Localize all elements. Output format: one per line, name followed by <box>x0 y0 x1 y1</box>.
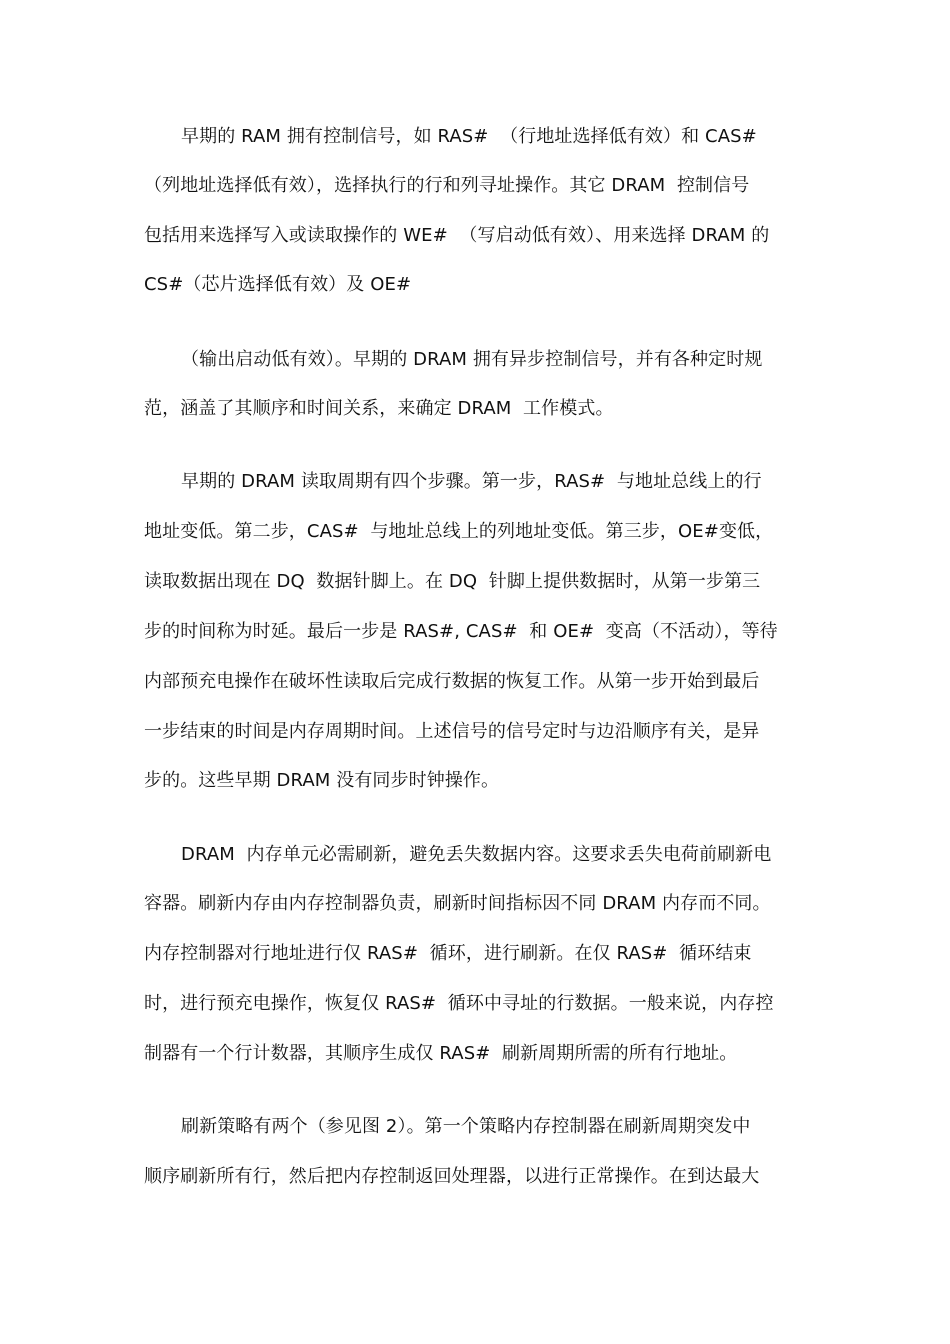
paragraph-3-line-1: 早期的 DRAM 读取周期有四个步骤。第一步，RAS# 与地址总线上的行 <box>181 471 762 492</box>
paragraph-2-line-1: （输出启动低有效）。早期的 DRAM 拥有异步控制信号，并有各种定时规 <box>181 349 763 370</box>
paragraph-3-line-4: 步的时间称为时延。最后一步是 RAS#, CAS# 和 OE# 变高（不活动），等待 <box>144 621 778 642</box>
paragraph-3-line-2: 地址变低。第二步，CAS# 与地址总线上的列地址变低。第三步，OE#变低， <box>144 521 774 542</box>
paragraph-2-line-2: 范，涵盖了其顺序和时间关系，来确定 DRAM 工作模式。 <box>144 398 614 419</box>
paragraph-1-line-1: 早期的 RAM 拥有控制信号，如 RAS# （行地址选择低有效）和 CAS# <box>181 126 757 147</box>
paragraph-4-line-1: DRAM 内存单元必需刷新，避免丢失数据内容。这要求丢失电荷前刷新电 <box>181 844 772 865</box>
paragraph-3-line-6: 一步结束的时间是内存周期时间。上述信号的信号定时与边沿顺序有关，是异 <box>144 721 760 742</box>
paragraph-5-line-2: 顺序刷新所有行，然后把内存控制返回处理器，以进行正常操作。在到达最大 <box>144 1166 760 1187</box>
paragraph-4-line-4: 时，进行预充电操作，恢复仅 RAS# 循环中寻址的行数据。一般来说，内存控 <box>144 993 774 1014</box>
paragraph-5-line-1: 刷新策略有两个（参见图 2）。第一个策略内存控制器在刷新周期突发中 <box>181 1116 751 1137</box>
paragraph-4-line-3: 内存控制器对行地址进行仅 RAS# 循环，进行刷新。在仅 RAS# 循环结束 <box>144 943 752 964</box>
paragraph-1-line-4: CS#（芯片选择低有效）及 OE# <box>144 274 412 295</box>
paragraph-1-line-2: （列地址选择低有效），选择执行的行和列寻址操作。其它 DRAM 控制信号 <box>144 175 750 196</box>
paragraph-3-line-7: 步的。这些早期 DRAM 没有同步时钟操作。 <box>144 770 500 791</box>
paragraph-3-line-3: 读取数据出现在 DQ 数据针脚上。在 DQ 针脚上提供数据时，从第一步第三 <box>144 571 761 592</box>
paragraph-4-line-2: 容器。刷新内存由内存控制器负责，刷新时间指标因不同 DRAM 内存而不同。 <box>144 893 771 914</box>
paragraph-1-line-3: 包括用来选择写入或读取操作的 WE# （写启动低有效）、用来选择 DRAM 的 <box>144 225 770 246</box>
paragraph-4-line-5: 制器有一个行计数器，其顺序生成仅 RAS# 刷新周期所需的所有行地址。 <box>144 1043 738 1064</box>
paragraph-3-line-5: 内部预充电操作在破坏性读取后完成行数据的恢复工作。从第一步开始到最后 <box>144 671 760 692</box>
